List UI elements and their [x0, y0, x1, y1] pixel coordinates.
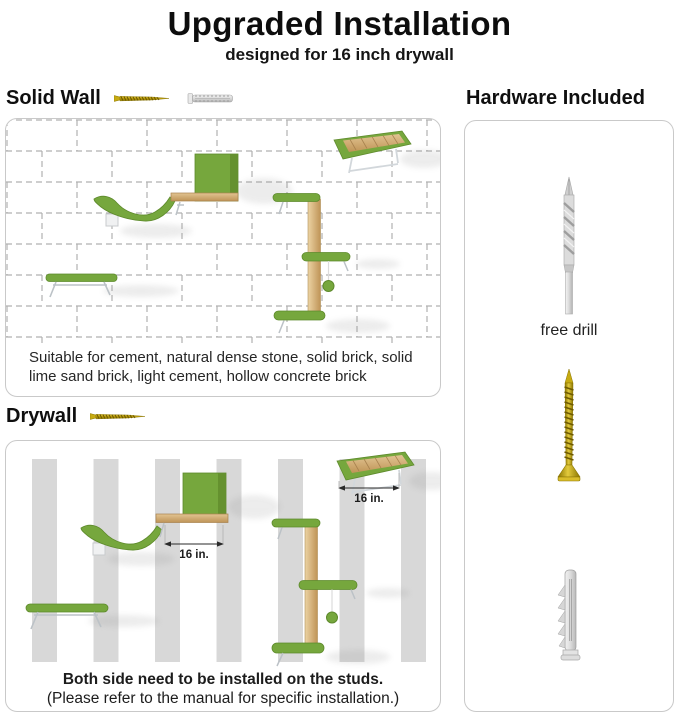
wall-anchor-item [553, 567, 585, 663]
drill-bit-label: free drill [540, 322, 598, 339]
drywall-caption-line2: (Please refer to the manual for specific installation.) [46, 690, 400, 707]
solid-wall-caption-line1: Suitable for cement, natural dense stone, solid brick, solid [29, 349, 413, 366]
gold-screw-icon [555, 367, 583, 493]
dimension-label: 16 in. [354, 493, 384, 505]
toy-ball [323, 281, 334, 292]
hardware-section-heading [466, 87, 645, 110]
page-title: Upgraded Installation [167, 5, 512, 42]
screw-item [555, 367, 583, 493]
drywall-caption-line1: Both side need to be installed on the studs. [62, 671, 384, 688]
drywall-heading-label: Drywall [6, 405, 78, 427]
gold-screw-icon [90, 410, 150, 423]
shadows [88, 472, 440, 664]
page-subtitle: designed for 16 inch drywall [225, 45, 454, 64]
solid-wall-caption-line2: lime sand brick, light cement, hollow concrete brick [29, 368, 367, 385]
gold-screw-icon [114, 92, 174, 105]
dimension-label: 16 in. [179, 549, 209, 561]
hardware-heading-label: Hardware Included [466, 87, 645, 109]
cat-hammock [81, 525, 162, 555]
solid-wall-panel [5, 118, 441, 397]
wall-anchor-icon [553, 567, 585, 663]
drywall-section-heading [6, 405, 150, 428]
drywall-caption [6, 670, 440, 708]
drill-bit-item [557, 171, 581, 316]
wall-anchor-icon [187, 91, 235, 106]
drywall-panel [5, 440, 441, 712]
drill-bit-icon [557, 171, 581, 316]
solid-wall-caption [29, 348, 427, 386]
hardware-panel [464, 120, 674, 712]
toy-ball [327, 612, 338, 623]
solid-wall-heading-label: Solid Wall [6, 87, 101, 109]
solid-wall-section-heading [6, 87, 235, 110]
